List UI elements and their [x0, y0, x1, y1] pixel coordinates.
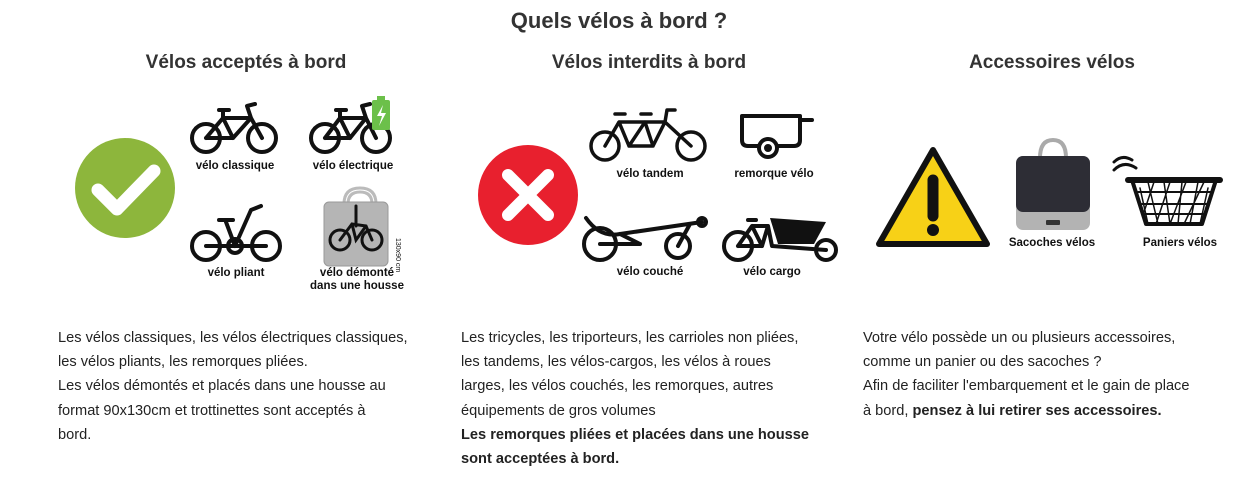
cargo-bike-label: vélo cargo — [743, 266, 801, 278]
check-icon — [74, 137, 176, 239]
cross-icon — [477, 144, 579, 246]
bagged-bike-icon — [322, 186, 402, 273]
description-line: bord. — [58, 426, 92, 443]
accepted-bikes-title: Vélos acceptés à bord — [145, 52, 347, 73]
accessories-title: Accessoires vélos — [969, 52, 1135, 73]
description-line — [863, 399, 1238, 423]
description-bold-line: Les remorques pliées et placées dans une housse — [461, 426, 809, 443]
description-line: les vélos pliants, les remorques pliées. — [58, 354, 308, 371]
basket-icon — [1112, 152, 1224, 230]
forbidden-bikes-title: Vélos interdits à bord — [551, 52, 747, 73]
description-prefix: à bord, — [863, 402, 909, 419]
classic-bike-label: vélo classique — [195, 160, 275, 172]
bike-trailer-label: remorque vélo — [734, 168, 814, 180]
recumbent-bike-label: vélo couché — [616, 266, 684, 278]
page-title: Quels vélos à bord ? — [510, 8, 728, 33]
bagged-bike-label — [301, 267, 413, 293]
bagged-bike-label-line2: dans une housse — [310, 280, 404, 292]
folding-bike-label: vélo pliant — [207, 267, 265, 279]
description-line: équipements de gros volumes — [461, 402, 656, 419]
description-line: Votre vélo possède un ou plusieurs accessoires, — [863, 330, 1176, 346]
description-line: Afin de faciliter l'embarquement et le gain de place — [863, 378, 1190, 395]
saddlebag-icon — [1014, 138, 1092, 232]
accepted-bikes-description — [58, 326, 448, 447]
tandem-bike-label: vélo tandem — [616, 168, 684, 180]
description-line: comme un panier ou des sacoches ? — [863, 354, 1102, 371]
bike-trailer-icon — [738, 112, 814, 162]
bagged-bike-label-line1: vélo démonté — [319, 267, 395, 279]
tandem-bike-icon — [589, 106, 709, 164]
electric-bike-icon — [308, 96, 400, 158]
description-line: Les vélos démontés et placés dans une housse au — [58, 378, 386, 395]
description-bold-line: sont acceptées à bord. — [461, 451, 620, 468]
description-line: format 90x130cm et trottinettes sont acceptés à — [58, 402, 366, 419]
description-line: Les tricycles, les triporteurs, les carrioles non pliées, — [461, 330, 799, 346]
electric-bike-label: vélo électrique — [312, 160, 394, 172]
description-bold-text: pensez à lui retirer ses accessoires. — [912, 402, 1162, 419]
recumbent-bike-icon — [580, 208, 710, 264]
saddlebag-label: Sacoches vélos — [1008, 237, 1096, 249]
warning-icon — [874, 144, 992, 250]
description-line: Les vélos classiques, les vélos électriques classiques, — [58, 330, 408, 346]
classic-bike-icon — [189, 100, 281, 158]
forbidden-bikes-description — [461, 326, 851, 471]
description-line: larges, les vélos couchés, les remorques, autres — [461, 378, 774, 395]
folding-bike-icon — [189, 196, 283, 266]
cargo-bike-icon — [722, 212, 840, 264]
basket-label: Paniers vélos — [1142, 237, 1218, 249]
bag-size-label: 130x90 cm — [394, 238, 401, 273]
accessories-description — [863, 326, 1238, 423]
description-line: les tandems, les vélos-cargos, les vélos à roues — [461, 354, 771, 371]
